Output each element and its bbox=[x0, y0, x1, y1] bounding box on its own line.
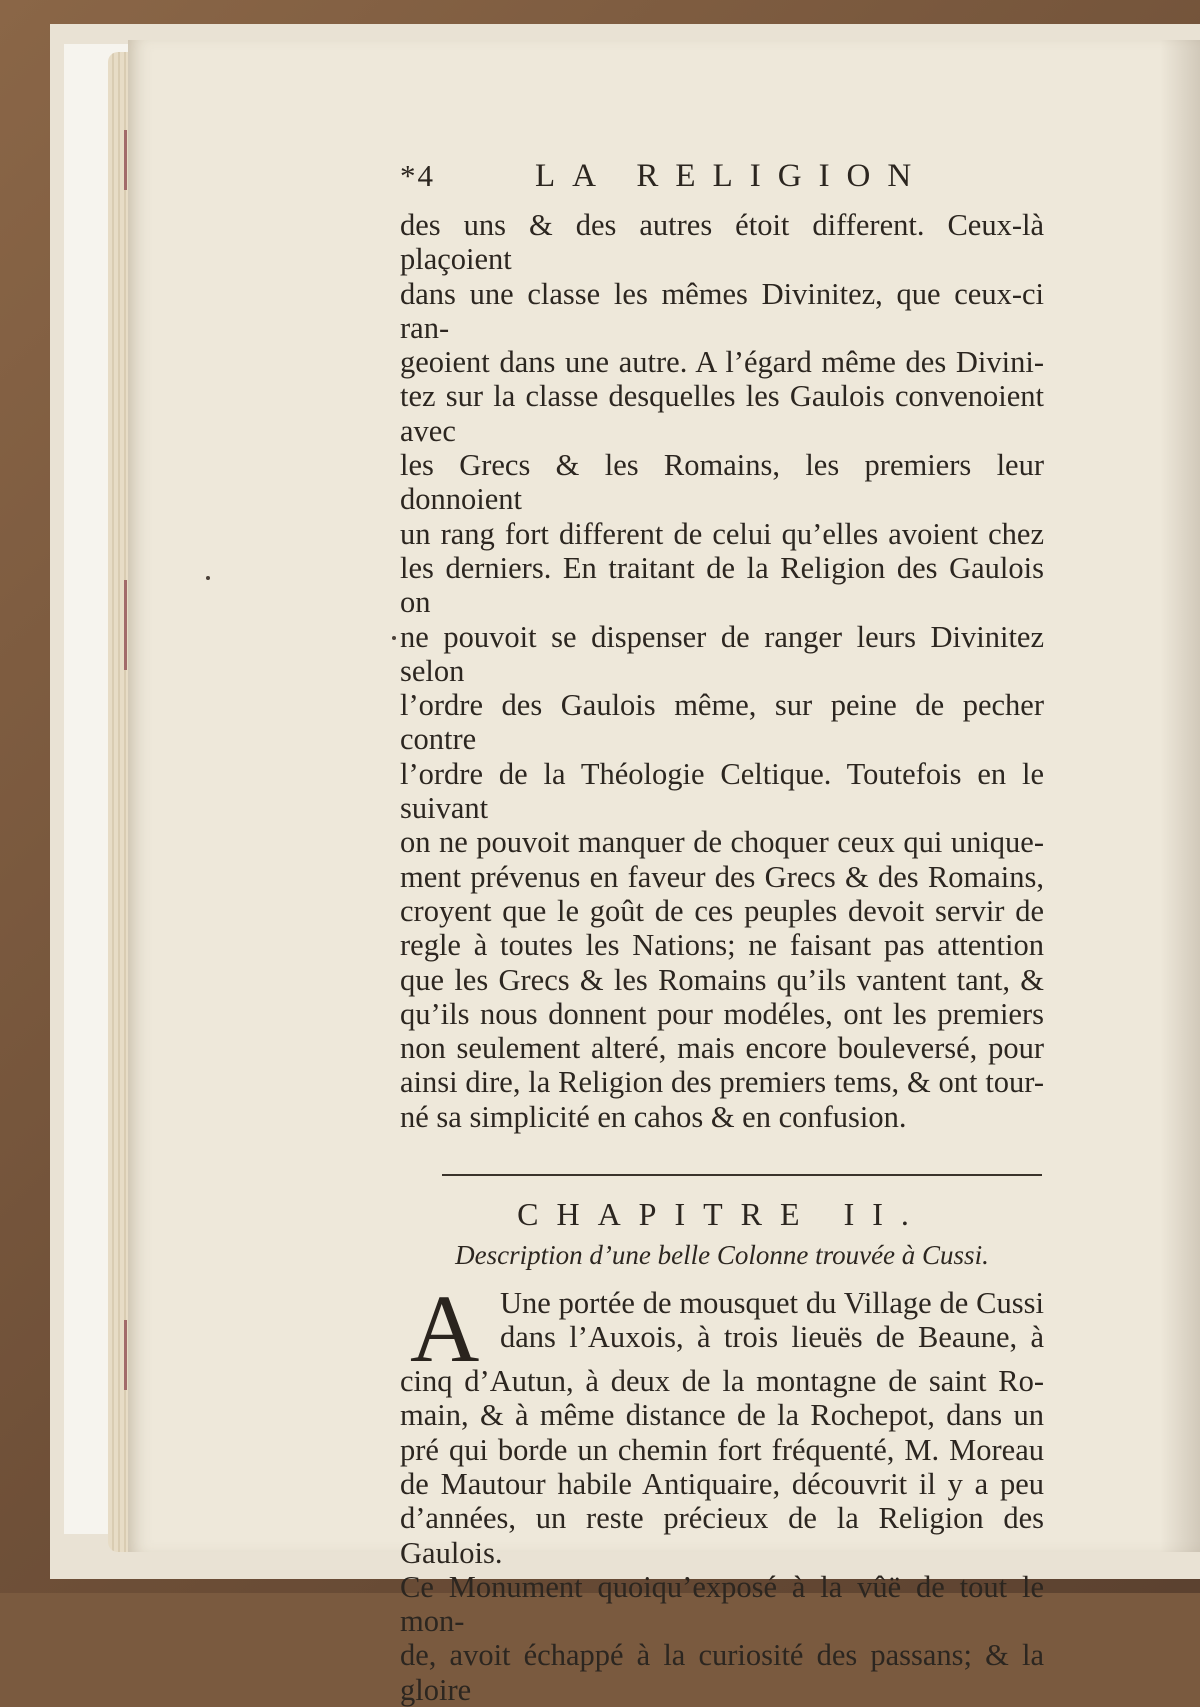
text-line: de Mautour habile Antiquaire, découvrit il y a peu bbox=[400, 1466, 1044, 1501]
text-block bbox=[400, 158, 1044, 1707]
text-line: de, avoit échappé à la curiosité des passans; & la gloire bbox=[400, 1638, 1044, 1707]
spine-shadow bbox=[1160, 40, 1200, 1552]
margin-mark bbox=[124, 1320, 127, 1390]
text-line: ment prévenus en faveur des Grecs & des Romains, bbox=[400, 859, 1044, 894]
running-head bbox=[400, 158, 1044, 208]
ink-speck bbox=[206, 576, 210, 580]
text-line: main, & à même distance de la Rochepot, dans un bbox=[400, 1398, 1044, 1433]
text-line: l’ordre de la Théologie Celtique. Toutefois en le suivant bbox=[400, 756, 1044, 826]
chapter-body bbox=[400, 1275, 1044, 1707]
text-line: l’ordre des Gaulois même, sur peine de pecher contre bbox=[400, 688, 1044, 757]
page-number: *4 bbox=[400, 158, 435, 193]
section-rule bbox=[442, 1174, 1042, 1176]
text-line: cinq d’Autun, à deux de la montagne de saint Ro- bbox=[400, 1364, 1044, 1399]
ink-speck bbox=[392, 636, 396, 640]
text-line: Ce Monument quoiqu’exposé à la vûë de tout le mon- bbox=[400, 1569, 1044, 1639]
text-line: dans une classe les mêmes Divinitez, que ceux-ci ran- bbox=[400, 276, 1044, 345]
text-line: un rang fort different de celui qu’elles avoient chez bbox=[400, 516, 1044, 551]
running-title: LA RELIGION bbox=[535, 158, 929, 194]
text-line: croyent que le goût de ces peuples devoit servir de bbox=[400, 893, 1044, 928]
text-line: des uns & des autres étoit different. Ceux-là plaçoient bbox=[400, 208, 1044, 277]
text-line: tez sur la classe desquelles les Gaulois convenoient avec bbox=[400, 379, 1044, 448]
text-line: ainsi dire, la Religion des premiers tems, & ont tour- bbox=[400, 1065, 1044, 1100]
chapter-heading: CHAPITRE II. bbox=[517, 1196, 927, 1233]
text-line: que les Grecs & les Romains qu’ils vantent tant, & bbox=[400, 962, 1044, 997]
text-line: on ne pouvoit manquer de choquer ceux qui unique- bbox=[400, 825, 1044, 860]
body-text bbox=[400, 208, 1044, 1134]
text-line: ne pouvoit se dispenser de ranger leurs Divinitez selon bbox=[400, 619, 1044, 688]
text-line: les derniers. En traitant de la Religion des Gaulois on bbox=[400, 550, 1044, 620]
text-line: geoient dans une autre. A l’égard même des Divini- bbox=[400, 345, 1044, 380]
chapter-subtitle: Description d’une belle Colonne trouvée à Cussi. bbox=[455, 1240, 989, 1271]
text-line: les Grecs & les Romains, les premiers leur donnoient bbox=[400, 448, 1044, 517]
text-line: non seulement alteré, mais encore bouleversé, pour bbox=[400, 1031, 1044, 1066]
text-line: pré qui borde un chemin fort fréquenté, M. Moreau bbox=[400, 1432, 1044, 1467]
margin-mark bbox=[124, 580, 127, 670]
text-line: d’années, un reste précieux de la Religion des Gaulois. bbox=[400, 1501, 1044, 1570]
drop-cap: A bbox=[410, 1275, 480, 1383]
text-line: Une portée de mousquet du Village de Cussi bbox=[500, 1286, 1044, 1321]
text-line: né sa simplicité en cahos & en confusion. bbox=[400, 1099, 907, 1134]
text-line: dans l’Auxois, à trois lieuës de Beaune, à bbox=[500, 1320, 1044, 1355]
text-line: qu’ils nous donnent pour modéles, ont les premiers bbox=[400, 996, 1044, 1031]
margin-mark bbox=[124, 130, 127, 190]
text-line: regle à toutes les Nations; ne faisant pas attention bbox=[400, 928, 1044, 963]
